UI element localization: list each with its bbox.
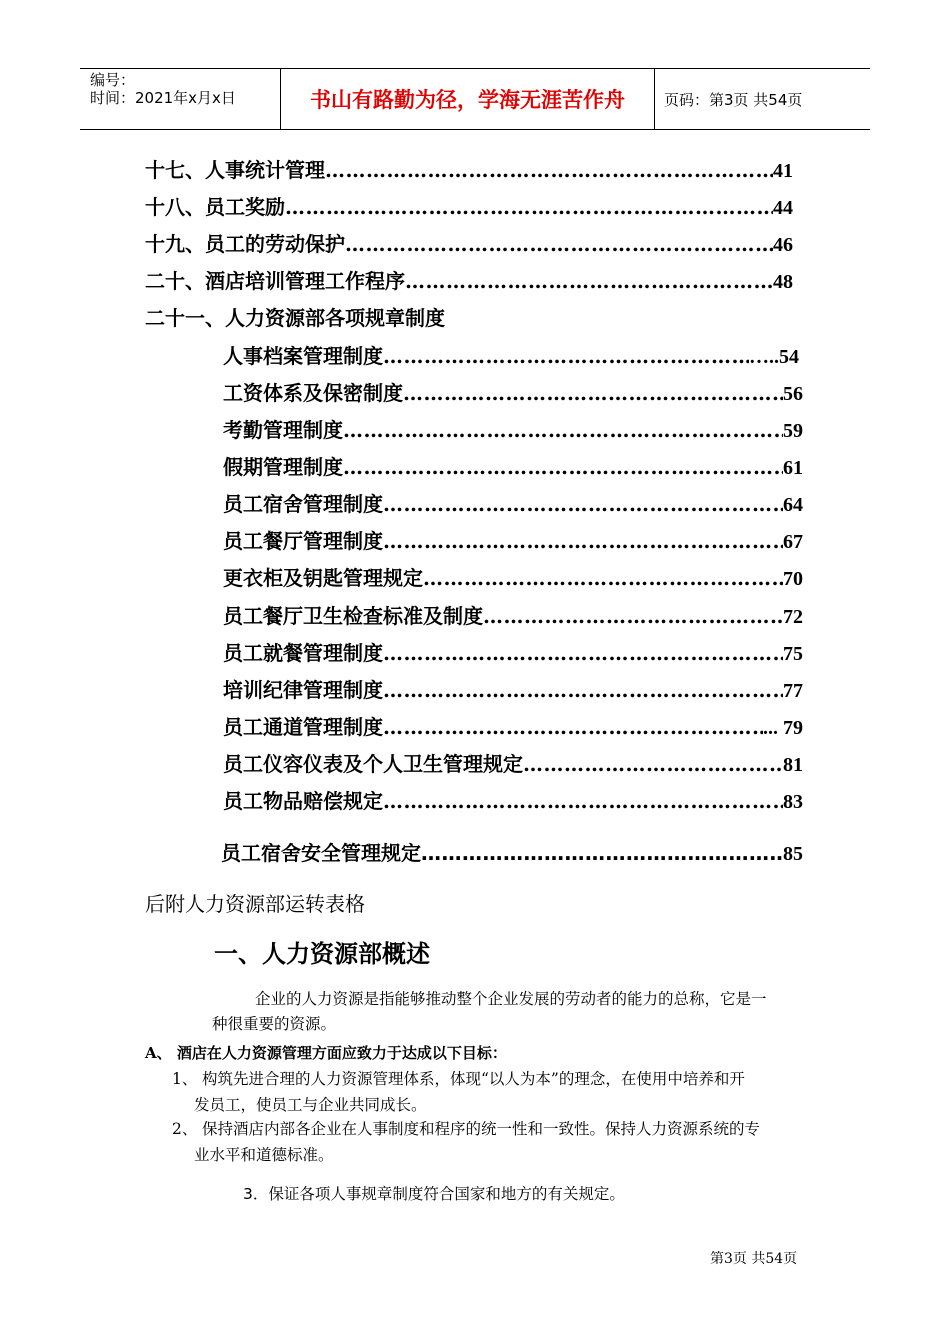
toc-entry-page: ... 79: [763, 717, 803, 739]
toc-entry-page: 61: [783, 457, 803, 479]
toc-entry-title: 人事档案管理制度: [223, 344, 383, 368]
toc-entry[interactable]: [223, 748, 803, 777]
toc-leader: [383, 344, 749, 368]
goal-item-3: 3．保证各项人事规章制度符合国家和地方的有关规定。: [243, 1185, 625, 1203]
toc-leader: [383, 678, 783, 702]
motto: 书山有路勤为径，学海无涯苦作舟: [310, 88, 625, 112]
toc-entry-title: 员工宿舍安全管理规定: [221, 841, 421, 865]
toc-leader: [383, 529, 783, 553]
toc-leader: [383, 641, 783, 665]
toc-entry-title: 员工餐厅管理制度: [223, 529, 383, 553]
toc-leader: [325, 158, 773, 182]
toc-leader: [423, 566, 783, 590]
toc-leader: [523, 752, 783, 776]
toc-entry-title: 考勤管理制度: [223, 418, 343, 442]
toc-entry[interactable]: [223, 674, 803, 703]
toc-entry-title: 员工仪容仪表及个人卫生管理规定: [223, 752, 523, 776]
page-header: [80, 68, 870, 130]
goal-line-1: 构筑先进合理的人力资源管理体系，体现“以人为本”的理念，在使用中培养和开: [202, 1070, 745, 1088]
toc-entry-title: 更衣柜及钥匙管理规定: [223, 566, 423, 590]
toc-entry-title: 工资体系及保密制度: [223, 381, 403, 405]
toc-entry-page: 44: [773, 197, 793, 219]
toc-entry-title: 二十、酒店培训管理工作程序: [145, 269, 405, 293]
toc-entry-page: 64: [783, 494, 803, 516]
number-label: 编号：: [90, 71, 136, 89]
header-page-cell: [654, 69, 870, 129]
toc-entry-page: 85: [783, 843, 803, 865]
toc-entry-title: 员工通道管理制度: [223, 715, 383, 739]
toc-entry-page: 48: [773, 271, 793, 293]
toc-entry-page: 59: [783, 420, 803, 442]
toc-entry-page: 46: [773, 234, 793, 256]
goal-title: A、 酒店在人力资源管理方面应致力于达成以下目标：: [145, 1044, 507, 1062]
toc-entry[interactable]: [223, 488, 803, 517]
toc-entry-title: 十七、人事统计管理: [145, 158, 325, 182]
toc-entry[interactable]: [223, 785, 803, 814]
toc-leader: [345, 232, 773, 256]
toc-entry-title: 十八、员工奖励: [145, 195, 285, 219]
toc-entry[interactable]: [145, 265, 793, 294]
toc-entry-title: 员工宿舍管理制度: [223, 492, 383, 516]
toc-entry[interactable]: [145, 228, 793, 257]
toc-leader: [383, 789, 783, 813]
intro-line-1: 企业的人力资源是指能够推动整个企业发展的劳动者的能力的总称，它是一: [255, 990, 767, 1008]
toc-leader: [483, 604, 783, 628]
toc-entry[interactable]: [223, 377, 803, 406]
toc-entry-title: 假期管理制度: [223, 455, 343, 479]
toc-entry[interactable]: [223, 525, 803, 554]
toc-entry-page: 77: [783, 680, 803, 702]
toc-entry-page: 83: [783, 791, 803, 813]
toc-entry-title: 员工餐厅卫生检查标准及制度: [223, 604, 483, 628]
goal-line-1: 保持酒店内部各企业在人事制度和程序的统一性和一致性。保持人力资源系统的专: [202, 1120, 761, 1138]
page-info: 页码：第3页 共54页: [664, 90, 803, 109]
toc-entry-page: 75: [783, 643, 803, 665]
toc-leader: [383, 715, 763, 739]
appendix-note: 后附人力资源部运转表格: [145, 892, 365, 916]
goal-number: 2、: [172, 1120, 198, 1138]
goal-number: 1、: [172, 1070, 198, 1088]
goal-item: [172, 1066, 812, 1118]
toc-entry[interactable]: [223, 451, 803, 480]
toc-entry[interactable]: [223, 340, 799, 369]
header-meta: [80, 69, 280, 129]
toc-entry-title: 培训纪律管理制度: [223, 678, 383, 702]
toc-entry[interactable]: [223, 711, 803, 740]
toc-leader: [343, 418, 783, 442]
toc-entry-page: 70: [783, 568, 803, 590]
time-label: 时间：2021年x月x日: [90, 89, 236, 107]
toc-leader: [383, 492, 783, 516]
goal-line-2: 业水平和道德标准。: [194, 1146, 334, 1164]
toc-entry[interactable]: [223, 414, 803, 443]
page-footer: 第3页 共54页: [710, 1251, 798, 1267]
toc-entry-page: 67: [783, 531, 803, 553]
toc-heading: 二十一、人力资源部各项规章制度: [145, 306, 445, 330]
toc-entry-page: 41: [773, 160, 793, 182]
toc-leader: [405, 269, 773, 293]
toc-entry-page: 81: [783, 754, 803, 776]
header-motto-cell: [280, 69, 655, 129]
intro-line-2: 种很重要的资源。: [212, 1015, 337, 1033]
toc-leader: [403, 381, 783, 405]
toc-entry-title: 员工就餐管理制度: [223, 641, 383, 665]
toc-leader: [343, 455, 783, 479]
toc-entry[interactable]: [221, 837, 803, 866]
toc-entry[interactable]: [223, 562, 803, 591]
goal-item: [172, 1116, 812, 1168]
toc-entry-page: 72: [783, 606, 803, 628]
toc-entry-page: …..54: [749, 346, 799, 368]
toc-entry[interactable]: [145, 191, 793, 220]
toc-entry-page: 56: [783, 383, 803, 405]
section-title: 一、人力资源部概述: [214, 940, 430, 968]
toc-entry-title: 员工物品赔偿规定: [223, 789, 383, 813]
toc-entry[interactable]: [223, 637, 803, 666]
toc-entry-title: 十九、员工的劳动保护: [145, 232, 345, 256]
toc-leader: [285, 195, 773, 219]
toc-entry[interactable]: [145, 154, 793, 183]
goal-line-2: 发员工，使员工与企业共同成长。: [194, 1096, 427, 1114]
toc-leader: [421, 841, 783, 865]
toc-entry[interactable]: [223, 600, 803, 629]
